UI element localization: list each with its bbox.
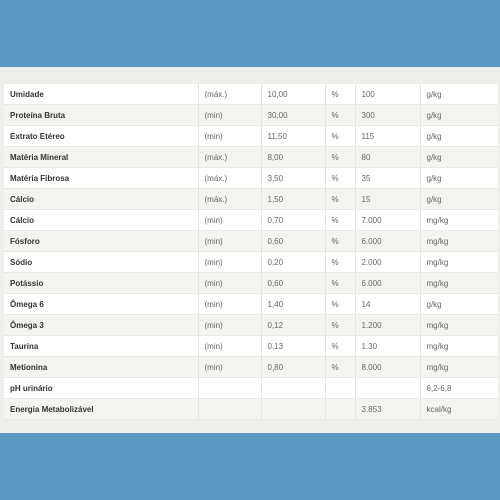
nutrient-name: pH urinário xyxy=(4,378,198,399)
nutrient-percent-value: 8,00 xyxy=(261,147,325,168)
table-row xyxy=(4,126,498,147)
nutrient-name: Metionina xyxy=(4,357,198,378)
percent-sign: % xyxy=(325,84,355,105)
nutrient-unit: g/kg xyxy=(420,294,498,315)
percent-sign xyxy=(325,378,355,399)
nutrient-qualifier: (min) xyxy=(198,315,261,336)
nutrient-qualifier: (min) xyxy=(198,126,261,147)
nutrient-name: Fósforo xyxy=(4,231,198,252)
nutrient-name: Energia Metabolizável xyxy=(4,399,198,420)
nutrient-qualifier xyxy=(198,399,261,420)
percent-sign: % xyxy=(325,126,355,147)
nutrient-amount: 8.000 xyxy=(355,357,420,378)
nutrient-name: Umidade xyxy=(4,84,198,105)
nutrient-percent-value: 0,13 xyxy=(261,336,325,357)
nutrient-qualifier: (min) xyxy=(198,231,261,252)
percent-sign: % xyxy=(325,315,355,336)
nutrient-percent-value: 0,80 xyxy=(261,357,325,378)
nutrient-qualifier: (min) xyxy=(198,294,261,315)
nutrient-percent-value: 0,70 xyxy=(261,210,325,231)
nutrient-name: Potássio xyxy=(4,273,198,294)
nutrient-percent-value: 30,00 xyxy=(261,105,325,126)
percent-sign: % xyxy=(325,189,355,210)
nutrient-percent-value: 0,20 xyxy=(261,252,325,273)
nutrient-unit: 6,2-6,8 xyxy=(420,378,498,399)
nutrient-qualifier: (min) xyxy=(198,336,261,357)
nutrient-percent-value xyxy=(261,399,325,420)
nutrient-name: Proteína Bruta xyxy=(4,105,198,126)
table-row xyxy=(4,105,498,126)
table-row xyxy=(4,252,498,273)
nutrient-unit: g/kg xyxy=(420,168,498,189)
nutrient-percent-value: 0,12 xyxy=(261,315,325,336)
nutrient-amount: 6.000 xyxy=(355,273,420,294)
table-row xyxy=(4,168,498,189)
nutrient-name: Matéria Fibrosa xyxy=(4,168,198,189)
nutrient-unit: g/kg xyxy=(420,105,498,126)
nutrient-percent-value: 0,60 xyxy=(261,231,325,252)
table-row xyxy=(4,294,498,315)
nutrient-percent-value xyxy=(261,378,325,399)
nutrient-name: Cálcio xyxy=(4,189,198,210)
table-row xyxy=(4,378,498,399)
nutrient-percent-value: 1,50 xyxy=(261,189,325,210)
table-row xyxy=(4,189,498,210)
nutrient-qualifier xyxy=(198,378,261,399)
percent-sign: % xyxy=(325,336,355,357)
nutrient-unit: kcal/kg xyxy=(420,399,498,420)
table-row xyxy=(4,231,498,252)
percent-sign: % xyxy=(325,252,355,273)
nutrient-unit: mg/kg xyxy=(420,336,498,357)
percent-sign: % xyxy=(325,105,355,126)
nutrient-amount: 3.853 xyxy=(355,399,420,420)
percent-sign: % xyxy=(325,147,355,168)
nutrition-panel xyxy=(0,67,500,433)
nutrition-table xyxy=(4,84,498,420)
nutrient-qualifier: (máx.) xyxy=(198,168,261,189)
nutrient-qualifier: (min) xyxy=(198,105,261,126)
nutrient-amount: 300 xyxy=(355,105,420,126)
nutrient-name: Extrato Etéreo xyxy=(4,126,198,147)
nutrient-qualifier: (máx.) xyxy=(198,189,261,210)
nutrient-amount: 100 xyxy=(355,84,420,105)
nutrient-qualifier: (min) xyxy=(198,273,261,294)
nutrient-unit: g/kg xyxy=(420,126,498,147)
table-row xyxy=(4,336,498,357)
nutrient-amount: 2.000 xyxy=(355,252,420,273)
nutrient-unit: mg/kg xyxy=(420,252,498,273)
nutrient-unit: g/kg xyxy=(420,84,498,105)
nutrient-percent-value: 11,50 xyxy=(261,126,325,147)
nutrient-name: Ômega 6 xyxy=(4,294,198,315)
nutrient-percent-value: 1,40 xyxy=(261,294,325,315)
nutrient-percent-value: 3,50 xyxy=(261,168,325,189)
table-row xyxy=(4,399,498,420)
percent-sign: % xyxy=(325,231,355,252)
nutrient-amount: 14 xyxy=(355,294,420,315)
table-row xyxy=(4,273,498,294)
table-row xyxy=(4,315,498,336)
nutrient-qualifier: (min) xyxy=(198,252,261,273)
percent-sign: % xyxy=(325,210,355,231)
nutrient-amount: 115 xyxy=(355,126,420,147)
nutrient-amount: 35 xyxy=(355,168,420,189)
nutrient-qualifier: (min) xyxy=(198,357,261,378)
nutrient-unit: mg/kg xyxy=(420,273,498,294)
nutrient-amount: 15 xyxy=(355,189,420,210)
nutrient-name: Cálcio xyxy=(4,210,198,231)
nutrient-amount: 80 xyxy=(355,147,420,168)
nutrient-amount: 6.000 xyxy=(355,231,420,252)
nutrition-table-body xyxy=(4,84,498,420)
nutrient-amount: 7.000 xyxy=(355,210,420,231)
percent-sign: % xyxy=(325,168,355,189)
nutrient-qualifier: (máx.) xyxy=(198,147,261,168)
nutrient-name: Matéria Mineral xyxy=(4,147,198,168)
nutrient-qualifier: (máx.) xyxy=(198,84,261,105)
nutrient-unit: mg/kg xyxy=(420,357,498,378)
nutrient-unit: mg/kg xyxy=(420,231,498,252)
nutrient-unit: g/kg xyxy=(420,147,498,168)
percent-sign: % xyxy=(325,273,355,294)
nutrient-qualifier: (min) xyxy=(198,210,261,231)
table-row xyxy=(4,147,498,168)
percent-sign: % xyxy=(325,294,355,315)
nutrient-name: Taurina xyxy=(4,336,198,357)
nutrient-unit: mg/kg xyxy=(420,210,498,231)
nutrient-amount: 1.200 xyxy=(355,315,420,336)
table-row xyxy=(4,357,498,378)
table-row xyxy=(4,210,498,231)
nutrient-unit: mg/kg xyxy=(420,315,498,336)
nutrient-amount xyxy=(355,378,420,399)
nutrient-name: Sódio xyxy=(4,252,198,273)
percent-sign: % xyxy=(325,357,355,378)
nutrient-unit: g/kg xyxy=(420,189,498,210)
nutrient-amount: 1.30 xyxy=(355,336,420,357)
nutrient-percent-value: 0,60 xyxy=(261,273,325,294)
nutrient-name: Ômega 3 xyxy=(4,315,198,336)
table-row xyxy=(4,84,498,105)
nutrient-percent-value: 10,00 xyxy=(261,84,325,105)
percent-sign xyxy=(325,399,355,420)
